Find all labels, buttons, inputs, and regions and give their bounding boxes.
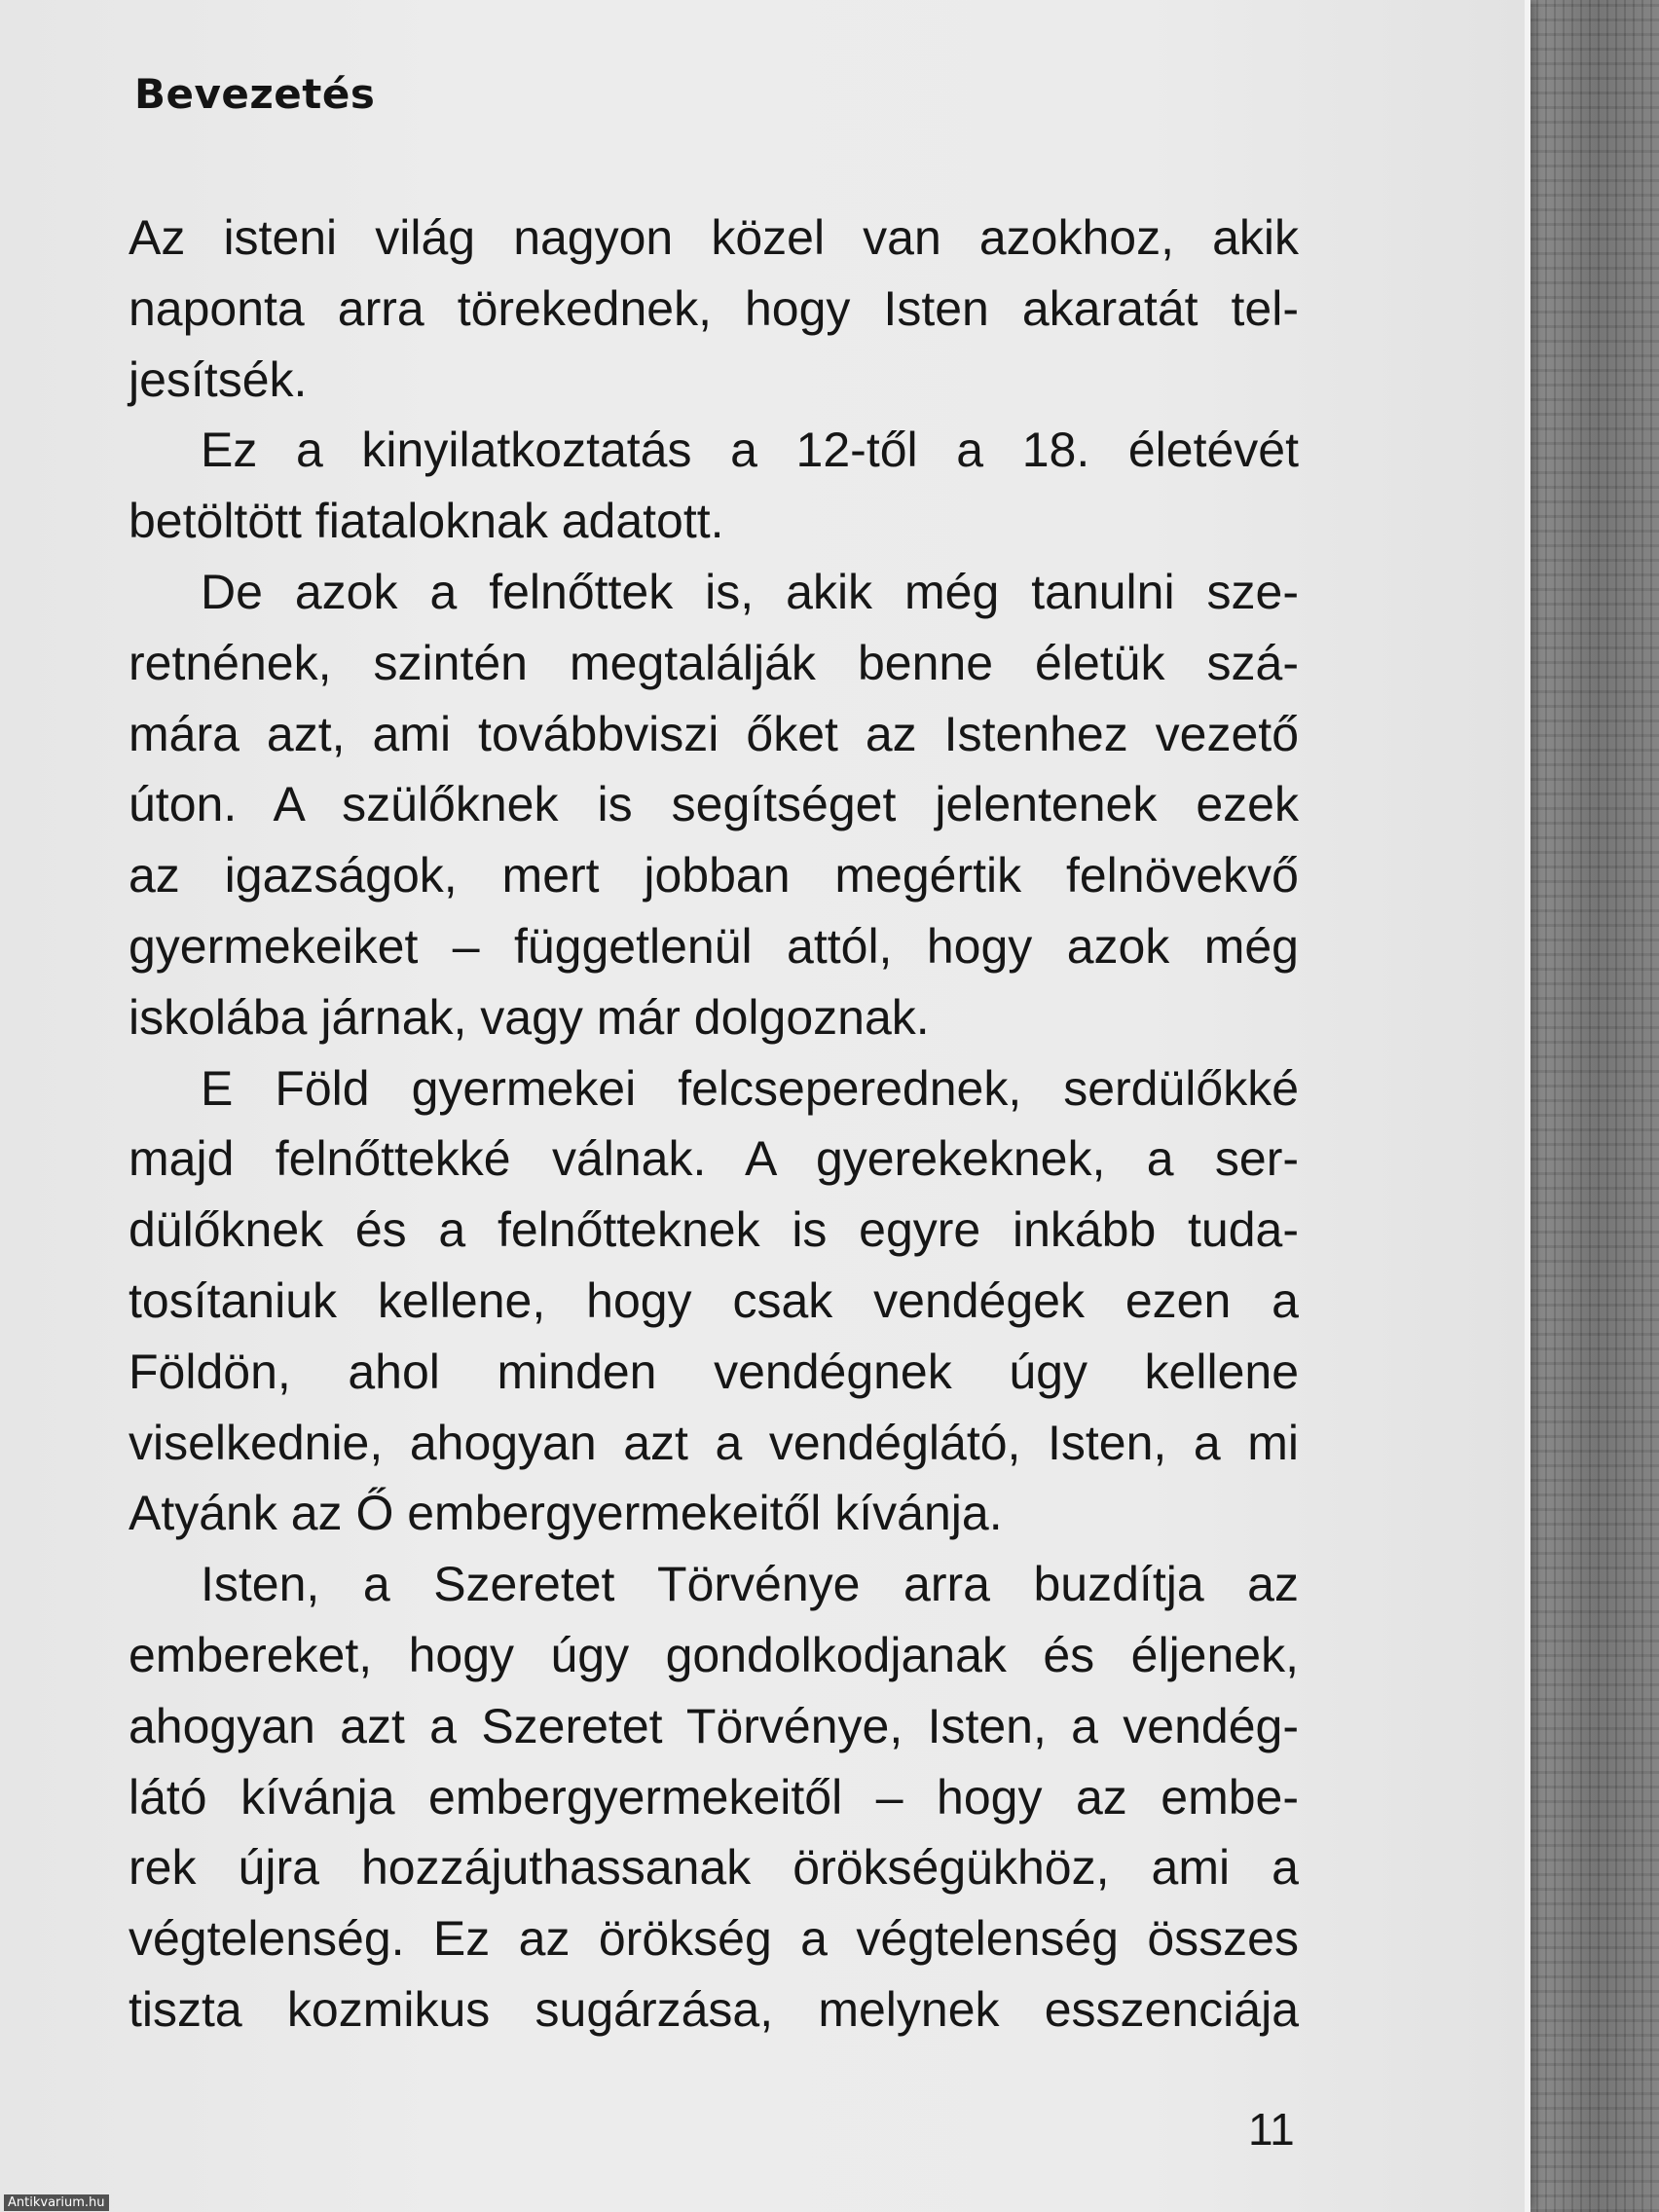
text-line: De azok a felnőttek is, akik még tanulni sze- xyxy=(201,564,1299,619)
text-line: Ez a kinyilatkoztatás a 12-től a 18. életévét xyxy=(201,423,1299,478)
text-line: az igazságok, mert jobban megértik felnövekvő xyxy=(129,848,1299,903)
text-line: Az isteni világ nagyon közel van azokhoz, akik xyxy=(129,210,1299,265)
text-line: rek újra hozzájuthassanak örökségükhöz, ami a xyxy=(129,1840,1299,1896)
background-surface xyxy=(1519,0,1659,2212)
text-line: ahogyan azt a Szeretet Törvénye, Isten, a vendég- xyxy=(129,1698,1299,1753)
text-line: tiszta kozmikus sugárzása, melynek esszenciája xyxy=(129,1981,1299,2037)
text-line: gyermekeiket – függetlenül attól, hogy azok még xyxy=(129,918,1299,974)
text-line: iskolába járnak, vagy már dolgoznak. xyxy=(129,989,930,1045)
text-line: Földön, ahol minden vendégnek úgy kellene xyxy=(129,1344,1299,1399)
text-line: végtelenség. Ez az örökség a végtelenség összes xyxy=(129,1911,1299,1967)
text-line: Atyánk az Ő embergyermekeitől kívánja. xyxy=(129,1486,1003,1541)
text-line: naponta arra törekednek, hogy Isten akaratát tel- xyxy=(129,280,1299,336)
watermark: Antikvarium.hu xyxy=(4,2194,109,2211)
text-line: jesítsék. xyxy=(129,351,308,407)
text-line: majd felnőttekké válnak. A gyerekeknek, a ser- xyxy=(129,1131,1299,1187)
text-line: viselkednie, ahogyan azt a vendéglátó, Isten, a mi xyxy=(129,1415,1299,1470)
section-title: Bevezetés xyxy=(134,70,376,118)
text-line: mára azt, ami továbbviszi őket az Istenhez vezető xyxy=(129,706,1299,761)
text-line: úton. A szülőknek is segítséget jelentenek ezek xyxy=(129,777,1299,832)
text-line: E Föld gyermekei felcseperednek, serdülőkké xyxy=(201,1060,1299,1116)
body-text xyxy=(129,203,1299,2046)
text-line: retnének, szintén megtalálják benne életük szá- xyxy=(129,635,1299,690)
text-line: embereket, hogy úgy gondolkodjanak és éljenek, xyxy=(129,1627,1299,1682)
text-line: Isten, a Szeretet Törvénye arra buzdítja az xyxy=(201,1557,1299,1612)
text-line: látó kívánja embergyermekeitől – hogy az embe- xyxy=(129,1769,1299,1825)
page-edge xyxy=(1525,0,1530,2212)
text-line: tosítaniuk kellene, hogy csak vendégek ezen a xyxy=(129,1272,1299,1328)
page-number: 11 xyxy=(1248,2104,1295,2155)
text-line: dülőknek és a felnőtteknek is egyre inkább tuda- xyxy=(129,1202,1299,1258)
text-line: betöltött fiataloknak adatott. xyxy=(129,494,724,549)
